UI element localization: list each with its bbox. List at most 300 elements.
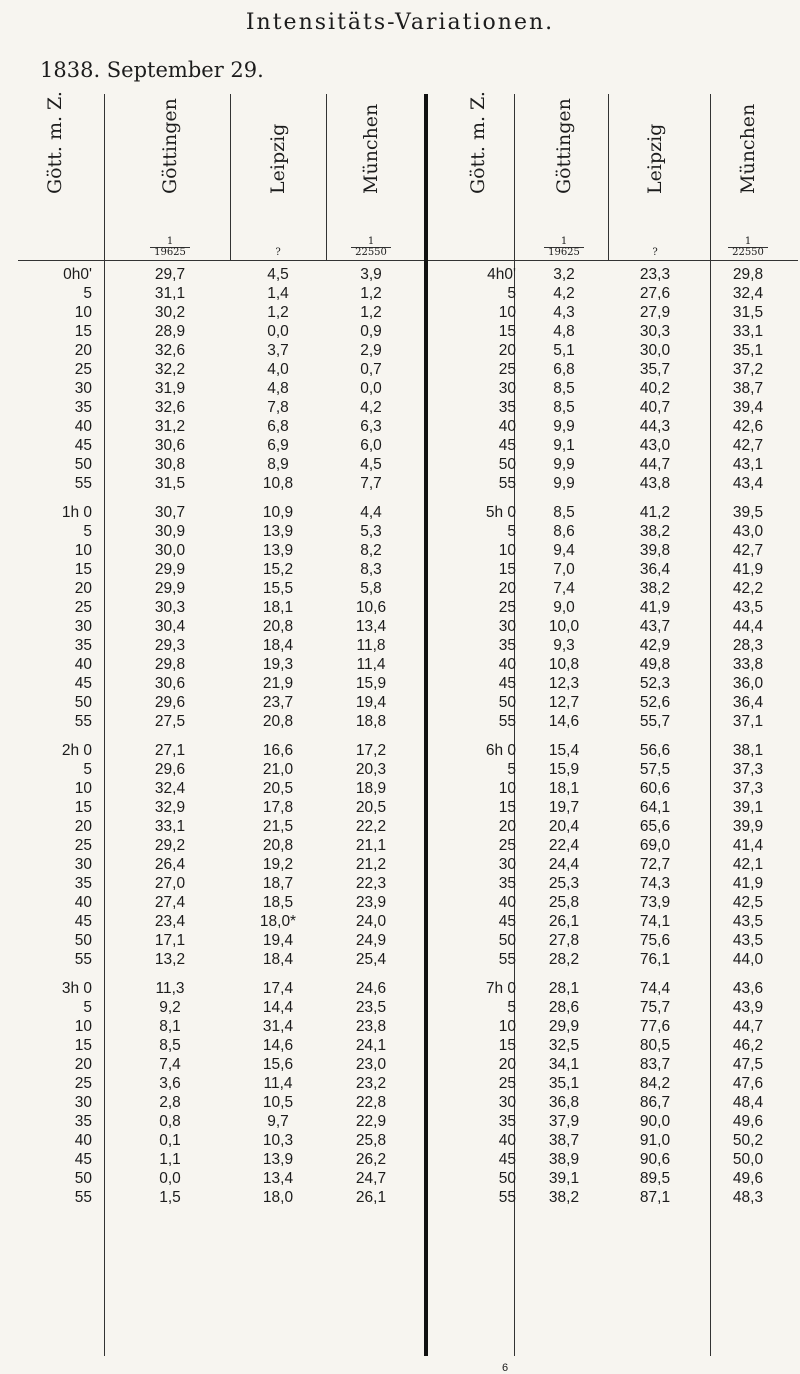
table-cell: 6,8 (267, 418, 289, 435)
table-cell: 74,3 (639, 875, 671, 892)
table-cell: 4,5 (267, 266, 289, 283)
table-row (0, 523, 800, 542)
table-cell: 32,6 (154, 399, 186, 416)
table-cell: 8,6 (553, 523, 575, 540)
table-row (0, 837, 800, 856)
table-cell: 2h 0 (61, 742, 92, 759)
table-cell: 35,1 (548, 1075, 580, 1092)
table-cell: 4,2 (360, 399, 382, 416)
table-cell: 20 (74, 342, 92, 359)
table-cell: 21,0 (262, 761, 294, 778)
table-cell: 15,6 (262, 1056, 294, 1073)
table-cell: 0,0 (360, 380, 382, 397)
table-cell: 0,1 (159, 1132, 181, 1149)
table-cell: 7,7 (360, 475, 382, 492)
table-cell: 19,4 (262, 932, 294, 949)
table-cell: 0,0 (267, 323, 289, 340)
table-cell: 19,3 (262, 656, 294, 673)
table-cell: 27,6 (639, 285, 671, 302)
table-cell: 20 (74, 580, 92, 597)
table-row (0, 980, 800, 999)
table-cell: 27,8 (548, 932, 580, 949)
table-cell: 9,4 (553, 542, 575, 559)
hour-block (0, 980, 800, 1208)
table-cell: 29,8 (732, 266, 764, 283)
table-cell: 55 (74, 475, 92, 492)
table-row (0, 675, 800, 694)
table-cell: 28,2 (548, 951, 580, 968)
header-goettingen-left: Göttingen 1 19625 (110, 94, 230, 260)
table-cell: 10 (74, 304, 92, 321)
table-cell: 50 (74, 932, 92, 949)
table-row (0, 1037, 800, 1056)
table-cell: 40 (74, 418, 92, 435)
table-cell: 40 (498, 894, 516, 911)
table-cell: 29,6 (154, 694, 186, 711)
table-cell: 64,1 (639, 799, 671, 816)
table-cell: 13,4 (262, 1170, 294, 1187)
table-cell: 43,5 (732, 599, 764, 616)
table-cell: 10,0 (548, 618, 580, 635)
header-time-left: Gött. m. Z. (44, 91, 66, 194)
table-cell: 18,5 (262, 894, 294, 911)
table-cell: 50 (498, 694, 516, 711)
table-cell: 15 (498, 1037, 516, 1054)
table-cell: 10,3 (262, 1132, 294, 1149)
table-cell: 25 (498, 599, 516, 616)
table-cell: 45 (498, 675, 516, 692)
table-cell: 28,6 (548, 999, 580, 1016)
table-cell: 39,5 (732, 504, 764, 521)
table-cell: 9,2 (159, 999, 181, 1016)
table-cell: 89,5 (639, 1170, 671, 1187)
table-cell: 32,6 (154, 342, 186, 359)
table-cell: 45 (498, 437, 516, 454)
table-cell: 21,1 (355, 837, 387, 854)
table-cell: 75,7 (639, 999, 671, 1016)
table-cell: 10,5 (262, 1094, 294, 1111)
table-cell: 27,9 (639, 304, 671, 321)
table-cell: 1h 0 (61, 504, 92, 521)
table-cell: 29,8 (154, 656, 186, 673)
table-cell: 11,4 (356, 656, 386, 673)
page-title: Intensitäts-Variationen. (245, 10, 555, 35)
table-cell: 11,3 (155, 980, 185, 997)
table-cell: 15 (74, 323, 92, 340)
table-row (0, 342, 800, 361)
table-cell: 25,3 (548, 875, 580, 892)
table-row (0, 1018, 800, 1037)
table-cell: 43,8 (639, 475, 671, 492)
table-cell: 17,4 (262, 980, 294, 997)
table-cell: 21,9 (262, 675, 294, 692)
table-cell: 5 (507, 761, 516, 778)
table-cell: 75,6 (639, 932, 671, 949)
table-cell: 24,6 (355, 980, 387, 997)
table-cell: 40 (498, 418, 516, 435)
table-cell: 15,9 (548, 761, 580, 778)
table-cell: 30 (74, 856, 92, 873)
table-cell: 15 (74, 799, 92, 816)
table-cell: 13,9 (262, 523, 294, 540)
table-cell: 15,5 (262, 580, 294, 597)
table-cell: 43,1 (732, 456, 764, 473)
table-cell: 1,5 (159, 1189, 181, 1206)
table-cell: 84,2 (639, 1075, 671, 1092)
header-rule (18, 260, 798, 261)
table-cell: 18,8 (355, 713, 387, 730)
header-time-right: Gött. m. Z. (467, 91, 489, 194)
table-cell: 20 (498, 342, 516, 359)
table-cell: 20 (498, 580, 516, 597)
header-leipzig-right: Leipzig ? (644, 123, 666, 258)
table-cell: 30,4 (154, 618, 186, 635)
table-row (0, 1132, 800, 1151)
table-row (0, 894, 800, 913)
table-cell: 39,8 (639, 542, 671, 559)
table-row (0, 999, 800, 1018)
table-cell: 30,3 (639, 323, 671, 340)
table-cell: 30,8 (154, 456, 186, 473)
table-cell: 50 (74, 1170, 92, 1187)
table-cell: 0,9 (360, 323, 382, 340)
table-cell: 74,4 (639, 980, 671, 997)
table-cell: 15,2 (262, 561, 294, 578)
table-cell: 8,2 (360, 542, 382, 559)
table-cell: 55 (74, 713, 92, 730)
table-row (0, 285, 800, 304)
table-cell: 72,7 (639, 856, 671, 873)
table-cell: 24,1 (355, 1037, 387, 1054)
table-row (0, 856, 800, 875)
table-cell: 39,1 (732, 799, 764, 816)
table-cell: 30 (74, 618, 92, 635)
table-cell: 33,1 (154, 818, 186, 835)
table-row (0, 637, 800, 656)
table-row (0, 761, 800, 780)
table-cell: 6h 0 (485, 742, 516, 759)
table-cell: 45 (74, 1151, 92, 1168)
table-cell: 18,9 (355, 780, 387, 797)
table-cell: 5 (507, 285, 516, 302)
table-cell: 6,8 (553, 361, 575, 378)
table-cell: 18,0 (262, 1189, 294, 1206)
table-row (0, 304, 800, 323)
table-cell: 32,5 (548, 1037, 580, 1054)
table-cell: 41,4 (732, 837, 764, 854)
table-cell: 13,9 (262, 1151, 294, 1168)
table-row (0, 380, 800, 399)
table-cell: 23,5 (355, 999, 387, 1016)
header-leipzig-left: Leipzig ? (267, 123, 289, 258)
table-cell: 28,9 (154, 323, 186, 340)
table-cell: 87,1 (639, 1189, 671, 1206)
table-cell: 30 (74, 380, 92, 397)
table-cell: 38,7 (548, 1132, 580, 1149)
table-cell: 3,2 (553, 266, 575, 283)
table-cell: 25,8 (548, 894, 580, 911)
table-cell: 30,7 (154, 504, 186, 521)
table-cell: 38,1 (732, 742, 764, 759)
table-cell: 29,3 (154, 637, 186, 654)
table-cell: 42,1 (732, 856, 764, 873)
table-cell: 18,0* (259, 913, 297, 930)
table-cell: 13,9 (262, 542, 294, 559)
header-muenchen-right: München 1 22550 (700, 94, 796, 260)
table-cell: 23,3 (639, 266, 671, 283)
table-cell: 15 (74, 1037, 92, 1054)
table-cell: 3,6 (159, 1075, 181, 1092)
table-cell: 8,5 (553, 399, 575, 416)
table-cell: 9,9 (553, 475, 575, 492)
table-cell: 20,3 (355, 761, 387, 778)
table-cell: 17,1 (154, 932, 186, 949)
table-row (0, 418, 800, 437)
table-cell: 33,8 (732, 656, 764, 673)
table-cell: 43,0 (639, 437, 671, 454)
table-cell: 4,2 (553, 285, 575, 302)
table-cell: 45 (74, 913, 92, 930)
table-cell: 65,6 (639, 818, 671, 835)
table-cell: 50 (498, 932, 516, 949)
table-cell: 35,1 (732, 342, 764, 359)
table-row (0, 456, 800, 475)
table-cell: 12,7 (548, 694, 580, 711)
column-rule (608, 94, 609, 260)
table-cell: 45 (498, 1151, 516, 1168)
table-cell: 45 (498, 913, 516, 930)
table-cell: 8,1 (159, 1018, 181, 1035)
table-cell: 20,8 (262, 713, 294, 730)
table-row (0, 1113, 800, 1132)
table-cell: 47,6 (732, 1075, 764, 1092)
table-row (0, 266, 800, 285)
table-cell: 55 (498, 713, 516, 730)
table-row (0, 580, 800, 599)
table-cell: 1,2 (360, 285, 382, 302)
table-cell: 9,9 (553, 456, 575, 473)
table-row (0, 1189, 800, 1208)
table-row (0, 399, 800, 418)
table-cell: 25 (74, 837, 92, 854)
table-cell: 5,3 (360, 523, 382, 540)
table-cell: 45 (74, 675, 92, 692)
table-cell: 55 (498, 1189, 516, 1206)
table-cell: 41,9 (639, 599, 671, 616)
table-cell: 5h 0 (485, 504, 516, 521)
table-cell: 30 (498, 1094, 516, 1111)
table-cell: 19,4 (355, 694, 387, 711)
table-cell: 32,9 (154, 799, 186, 816)
table-cell: 19,2 (262, 856, 294, 873)
table-row (0, 913, 800, 932)
table-cell: 39,1 (548, 1170, 580, 1187)
table-cell: 43,6 (732, 980, 764, 997)
table-cell: 0,8 (159, 1113, 181, 1130)
table-cell: 8,3 (360, 561, 382, 578)
table-cell: 24,7 (355, 1170, 387, 1187)
table-cell: 43,0 (732, 523, 764, 540)
table-cell: 42,2 (732, 580, 764, 597)
page-number: 6 (502, 1362, 509, 1374)
table-cell: 52,6 (639, 694, 671, 711)
table-cell: 40 (74, 656, 92, 673)
table-cell: 29,9 (154, 561, 186, 578)
table-cell: 22,4 (548, 837, 580, 854)
table-cell: 5,1 (553, 342, 575, 359)
table-cell: 32,4 (154, 780, 186, 797)
table-cell: 44,7 (639, 456, 671, 473)
table-cell: 4,3 (553, 304, 575, 321)
table-cell: 33,1 (732, 323, 764, 340)
table-row (0, 561, 800, 580)
table-cell: 11,8 (356, 637, 386, 654)
table-cell: 44,3 (639, 418, 671, 435)
table-cell: 50,0 (732, 1151, 764, 1168)
table-cell: 35 (74, 1113, 92, 1130)
table-cell: 43,5 (732, 913, 764, 930)
table-cell: 25 (74, 1075, 92, 1092)
table-cell: 0h0' (63, 266, 92, 283)
table-cell: 50,2 (732, 1132, 764, 1149)
header-muenchen-left: München 1 22550 (316, 94, 426, 260)
table-cell: 10 (74, 1018, 92, 1035)
table-row (0, 742, 800, 761)
table-cell: 9,7 (267, 1113, 289, 1130)
table-cell: 23,9 (355, 894, 387, 911)
table-row (0, 875, 800, 894)
table-cell: 45 (74, 437, 92, 454)
table-cell: 4h0' (487, 266, 516, 283)
table-cell: 27,5 (154, 713, 186, 730)
table-cell: 22,9 (355, 1113, 387, 1130)
table-cell: 27,4 (154, 894, 186, 911)
table-cell: 29,6 (154, 761, 186, 778)
table-cell: 35 (74, 399, 92, 416)
table-cell: 30,0 (154, 542, 186, 559)
table-cell: 17,2 (355, 742, 387, 759)
table-cell: 20 (498, 1056, 516, 1073)
table-cell: 10 (74, 780, 92, 797)
table-cell: 48,3 (732, 1189, 764, 1206)
table-cell: 29,9 (548, 1018, 580, 1035)
table-cell: 41,9 (732, 561, 764, 578)
hour-block (0, 742, 800, 970)
table-cell: 38,2 (639, 523, 671, 540)
table-cell: 9,9 (553, 418, 575, 435)
table-row (0, 504, 800, 523)
table-cell: 80,5 (639, 1037, 671, 1054)
table-cell: 15 (74, 561, 92, 578)
table-cell: 21,2 (355, 856, 387, 873)
table-cell: 6,3 (360, 418, 382, 435)
table-cell: 20,8 (262, 618, 294, 635)
table-cell: 35 (74, 637, 92, 654)
hour-block (0, 504, 800, 732)
table-cell: 35 (498, 875, 516, 892)
table-cell: 4,8 (553, 323, 575, 340)
table-cell: 26,1 (548, 913, 580, 930)
table-cell: 7,4 (553, 580, 575, 597)
table-cell: 5 (83, 761, 92, 778)
table-cell: 18,1 (548, 780, 580, 797)
table-cell: 31,5 (154, 475, 186, 492)
table-cell: 2,9 (360, 342, 382, 359)
table-row (0, 1075, 800, 1094)
table-cell: 23,7 (262, 694, 294, 711)
table-cell: 10 (498, 542, 516, 559)
table-row (0, 618, 800, 637)
table-cell: 24,0 (355, 913, 387, 930)
column-rule (326, 94, 327, 260)
table-cell: 50 (74, 694, 92, 711)
table-cell: 42,6 (732, 418, 764, 435)
table-cell: 20 (498, 818, 516, 835)
table-cell: 73,9 (639, 894, 671, 911)
table-cell: 7,8 (267, 399, 289, 416)
table-cell: 14,6 (548, 713, 580, 730)
table-cell: 77,6 (639, 1018, 671, 1035)
hour-block (0, 266, 800, 494)
table-cell: 1,2 (267, 304, 289, 321)
table-row (0, 323, 800, 342)
table-cell: 31,1 (154, 285, 186, 302)
table-cell: 15,9 (355, 675, 387, 692)
table-cell: 41,9 (732, 875, 764, 892)
table-cell: 10 (498, 780, 516, 797)
table-cell: 46,2 (732, 1037, 764, 1054)
table-row (0, 1170, 800, 1189)
table-cell: 56,6 (639, 742, 671, 759)
table-cell: 2,8 (159, 1094, 181, 1111)
date-heading: 1838. September 29. (40, 58, 264, 82)
table-cell: 25 (498, 1075, 516, 1092)
table-cell: 30,9 (154, 523, 186, 540)
table-cell: 10 (498, 304, 516, 321)
table-cell: 31,5 (732, 304, 764, 321)
table-cell: 15 (498, 561, 516, 578)
table-cell: 20,4 (548, 818, 580, 835)
table-cell: 42,5 (732, 894, 764, 911)
table-row (0, 437, 800, 456)
table-cell: 4,4 (360, 504, 382, 521)
table-cell: 55 (74, 1189, 92, 1206)
table-cell: 25 (74, 361, 92, 378)
table-cell: 25,8 (355, 1132, 387, 1149)
table-cell: 3,9 (360, 266, 382, 283)
table-cell: 8,5 (553, 380, 575, 397)
table-cell: 39,9 (732, 818, 764, 835)
table-cell: 23,0 (355, 1056, 387, 1073)
table-cell: 37,1 (732, 713, 764, 730)
table-cell: 22,3 (355, 875, 387, 892)
table-cell: 30 (498, 856, 516, 873)
table-cell: 44,0 (732, 951, 764, 968)
table-cell: 20 (74, 1056, 92, 1073)
table-cell: 32,4 (732, 285, 764, 302)
table-cell: 1,4 (267, 285, 289, 302)
table-cell: 32,2 (154, 361, 186, 378)
table-cell: 29,2 (154, 837, 186, 854)
table-cell: 24,9 (355, 932, 387, 949)
table-cell: 52,3 (639, 675, 671, 692)
table-cell: 18,4 (262, 951, 294, 968)
table-cell: 11,4 (263, 1075, 293, 1092)
table-cell: 7h 0 (485, 980, 516, 997)
table-cell: 36,0 (732, 675, 764, 692)
table-cell: 20,5 (262, 780, 294, 797)
table-cell: 10,9 (262, 504, 294, 521)
